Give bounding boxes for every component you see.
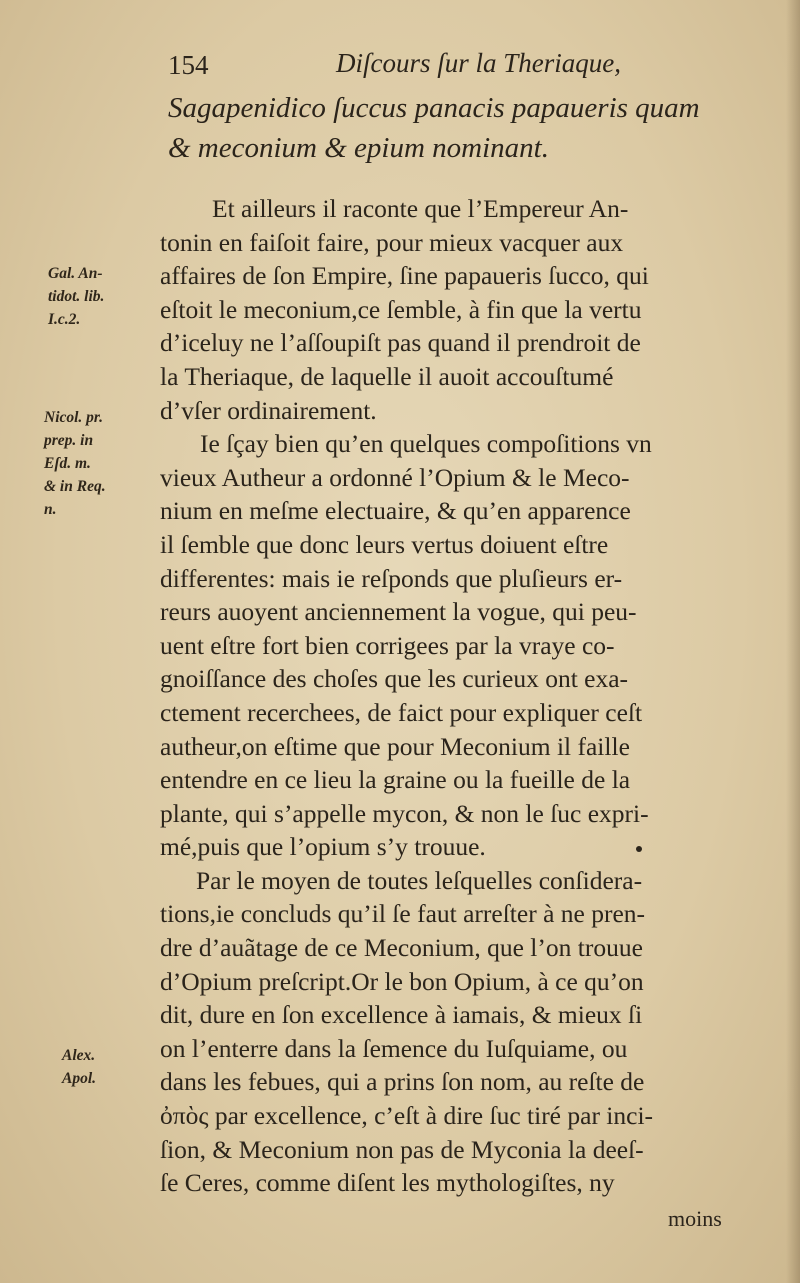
margin-note-line: Gal. An-: [48, 265, 103, 282]
page-number: 154: [168, 50, 209, 80]
page-header: [168, 48, 768, 88]
catchword: moins: [668, 1206, 722, 1231]
text-line: uent eſtre fort bien corrigees par la vraye co-: [160, 630, 615, 660]
text-line: dre d’auãtage de ce Meconium, que l’on trouue: [160, 933, 643, 963]
text-line: entendre en ce lieu la graine ou la fueille de la: [160, 765, 631, 795]
text-line: plante, qui s’appelle mycon, & non le ſuc expri-: [160, 798, 649, 828]
text-line: ſion, & Meconium non pas de Myconia la deeſ-: [160, 1134, 644, 1164]
quote-line: & meconium & epium nominant.: [168, 132, 549, 164]
text-line: d’iceluy ne l’aſſoupiſt pas quand il prendroit de: [160, 328, 641, 358]
text-line: affaires de ſon Empire, ſine papaueris ſucco, qui: [160, 261, 649, 291]
margin-note-galen: [48, 262, 104, 331]
text-line: on l’enterre dans la ſemence du Iuſquiame, ou: [160, 1033, 628, 1063]
text-line: dit, dure en ſon excellence à iamais, & mieux ſi: [160, 1000, 643, 1030]
text-line: Ie ſçay bien qu’en quelques compoſitions vn: [200, 429, 652, 459]
text-line: il ſemble que donc leurs vertus doiuent eſtre: [160, 529, 609, 559]
ink-dot: [636, 846, 642, 852]
running-head: Diſcours ſur la Theriaque,: [336, 48, 622, 78]
margin-note-line: Eſd. m.: [44, 455, 91, 472]
text-line: ſe Ceres, comme diſent les mythologiſtes, ny: [160, 1168, 615, 1198]
quote-line: Sagapenidico ſuccus panacis papaueris quam: [168, 92, 700, 124]
margin-note-line: & in Req.: [44, 478, 106, 495]
text-line: d’Opium preſcript.Or le bon Opium, à ce qu’on: [160, 966, 644, 996]
text-line: eſtoit le meconium,ce ſemble, à fin que la vertu: [160, 294, 642, 324]
text-line: ὀπὸς par excellence, c’eſt à dire ſuc tiré par inci-: [160, 1101, 654, 1131]
text-line: mé,puis que l’opium s’y trouue.: [160, 832, 486, 862]
text-line: tions,ie concluds qu’il ſe faut arreſter à ne pren-: [160, 899, 646, 929]
text-line: nium en meſme electuaire, & qu’en apparence: [160, 496, 631, 526]
text-line: autheur,on eſtime que pour Meconium il faille: [160, 731, 630, 761]
margin-note-line: Apol.: [62, 1070, 97, 1087]
margin-note-line: n.: [44, 501, 57, 518]
margin-note-line: tidot. lib.: [48, 288, 105, 305]
text-line: d’vſer ordinairement.: [160, 395, 377, 425]
text-line: gnoiſſance des choſes que les curieux ont exa-: [160, 664, 629, 694]
text-line: Par le moyen de toutes leſquelles conſidera-: [196, 865, 643, 895]
margin-note-line: prep. in: [44, 432, 94, 449]
margin-note-line: Nicol. pr.: [44, 409, 103, 426]
text-line: ctement recerchees, de faict pour expliquer ceſt: [160, 697, 643, 727]
page-edge-shadow: [786, 0, 800, 1283]
text-line: reurs auoyent anciennement la vogue, qui peu-: [160, 597, 637, 627]
text-line: Et ailleurs il raconte que l’Empereur An-: [212, 194, 629, 223]
margin-note-nicolaus: [44, 406, 106, 521]
body-text: [160, 192, 760, 1200]
latin-quotation: [168, 88, 768, 168]
text-line: tonin en faiſoit faire, pour mieux vacquer aux: [160, 227, 624, 257]
margin-note-line: Alex.: [62, 1047, 96, 1064]
text-line: dans les febues, qui a prins ſon nom, au reſte de: [160, 1067, 645, 1097]
margin-note-alexander: [62, 1044, 96, 1090]
text-line: vieux Autheur a ordonné l’Opium & le Meco-: [160, 462, 630, 492]
margin-note-line: I.c.2.: [48, 311, 81, 328]
text-line: differentes: mais ie reſponds que pluſieurs er-: [160, 563, 623, 593]
text-line: la Theriaque, de laquelle il auoit accouſtumé: [160, 361, 614, 391]
